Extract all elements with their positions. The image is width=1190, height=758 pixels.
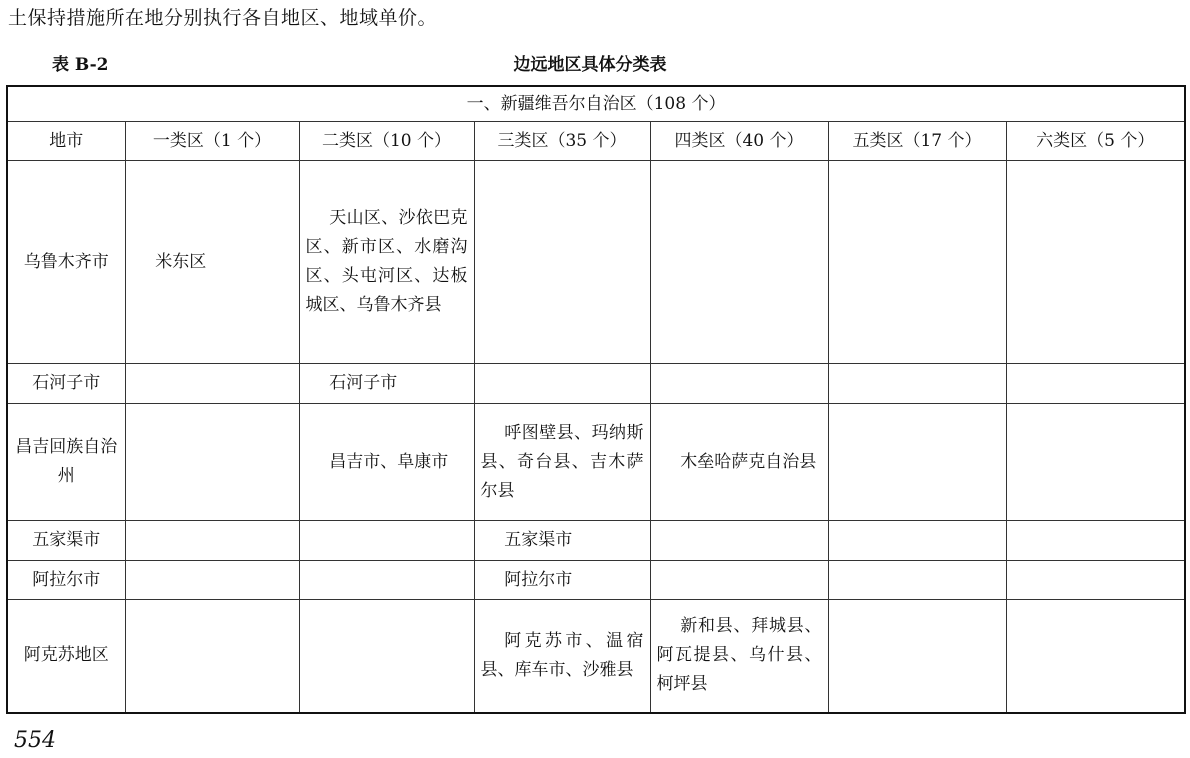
- table-number: 表 B-2: [52, 55, 109, 75]
- class6-cell: [1006, 561, 1185, 600]
- header-cell: 四类区（40 个）: [650, 122, 828, 161]
- class2-cell: 昌吉市、阜康市: [299, 404, 474, 521]
- table-row: [7, 561, 1185, 600]
- class5-cell: [828, 521, 1006, 561]
- table-row: [7, 364, 1185, 404]
- class3-cell: 五家渠市: [474, 521, 650, 561]
- table-row: [7, 161, 1185, 364]
- class5-cell: [828, 600, 1006, 713]
- header-cell: 三类区（35 个）: [474, 122, 650, 161]
- class5-cell: [828, 561, 1006, 600]
- class2-cell: [299, 600, 474, 713]
- class4-cell: 木垒哈萨克自治县: [650, 404, 828, 521]
- class3-cell: 阿克苏市、温宿县、库车市、沙雅县: [474, 600, 650, 713]
- class6-cell: [1006, 161, 1185, 364]
- city-cell: 阿拉尔市: [7, 561, 125, 600]
- class6-cell: [1006, 521, 1185, 561]
- class6-cell: [1006, 364, 1185, 404]
- class3-cell: [474, 161, 650, 364]
- header-row: [7, 122, 1185, 161]
- table-row: [7, 600, 1185, 713]
- class1-cell: [125, 404, 299, 521]
- city-cell: 五家渠市: [7, 521, 125, 561]
- class5-cell: [828, 161, 1006, 364]
- header-cell: 二类区（10 个）: [299, 122, 474, 161]
- class3-cell: 呼图壁县、玛纳斯县、奇台县、吉木萨尔县: [474, 404, 650, 521]
- class4-cell: [650, 364, 828, 404]
- class4-cell: [650, 161, 828, 364]
- class4-cell: 新和县、拜城县、阿瓦提县、乌什县、柯坪县: [650, 600, 828, 713]
- table-row: [7, 404, 1185, 521]
- class5-cell: [828, 364, 1006, 404]
- class4-cell: [650, 561, 828, 600]
- class3-cell: 阿拉尔市: [474, 561, 650, 600]
- class3-cell: [474, 364, 650, 404]
- class1-cell: [125, 364, 299, 404]
- header-cell: 五类区（17 个）: [828, 122, 1006, 161]
- region-caption: 一、新疆维吾尔自治区（108 个）: [7, 86, 1185, 122]
- class1-cell: 米东区: [125, 161, 299, 364]
- table-row: [7, 521, 1185, 561]
- class2-cell: [299, 561, 474, 600]
- class1-cell: [125, 600, 299, 713]
- class2-cell: 石河子市: [299, 364, 474, 404]
- class4-cell: [650, 521, 828, 561]
- class6-cell: [1006, 600, 1185, 713]
- city-cell: 石河子市: [7, 364, 125, 404]
- header-cell: 地市: [7, 122, 125, 161]
- class2-cell: 天山区、沙依巴克区、新市区、水磨沟区、头屯河区、达板城区、乌鲁木齐县: [299, 161, 474, 364]
- intro-text: 土保持措施所在地分别执行各自地区、地域单价。: [8, 7, 438, 29]
- city-cell: 昌吉回族自治州: [7, 404, 125, 521]
- class2-cell: [299, 521, 474, 561]
- page-number: 554: [14, 728, 56, 753]
- header-cell: 六类区（5 个）: [1006, 122, 1185, 161]
- header-cell: 一类区（1 个）: [125, 122, 299, 161]
- class5-cell: [828, 404, 1006, 521]
- class1-cell: [125, 521, 299, 561]
- city-cell: 乌鲁木齐市: [7, 161, 125, 364]
- table-title: 边远地区具体分类表: [513, 55, 667, 75]
- class1-cell: [125, 561, 299, 600]
- class6-cell: [1006, 404, 1185, 521]
- city-cell: 阿克苏地区: [7, 600, 125, 713]
- remote-area-table: [6, 85, 1186, 714]
